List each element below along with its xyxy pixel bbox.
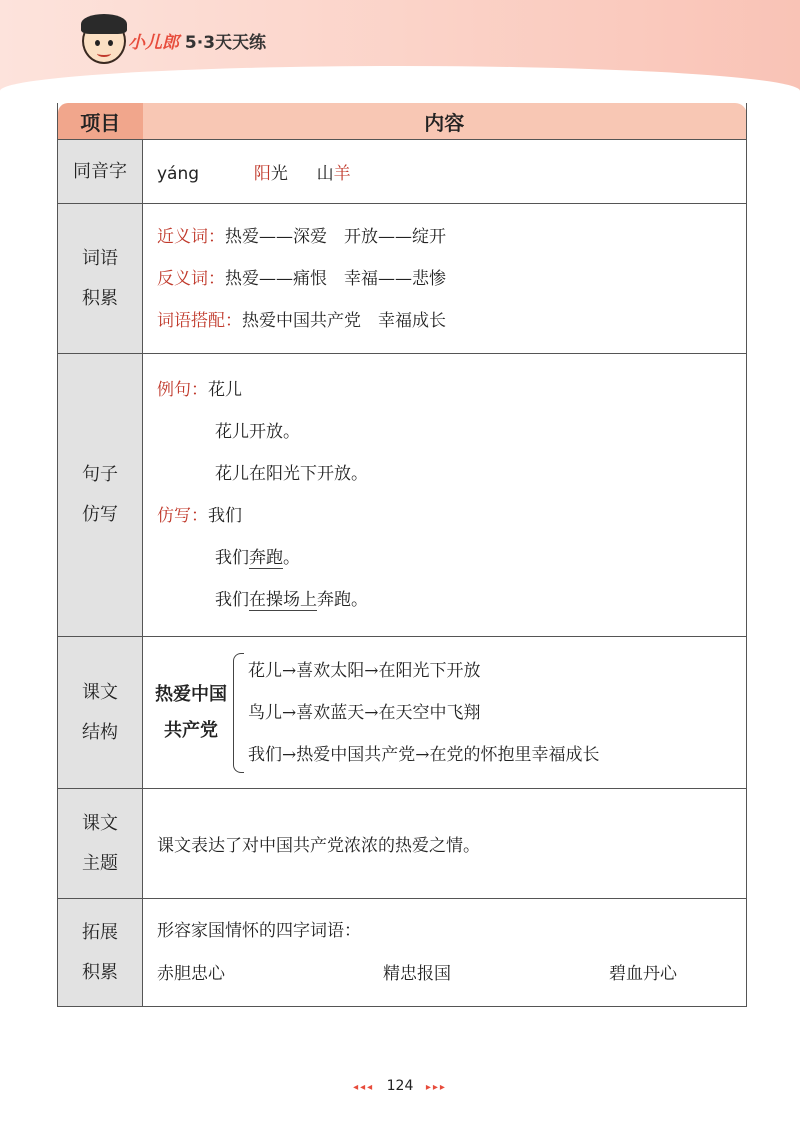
imitation-sentence-1: 仿写：我们 (157, 506, 242, 526)
homophone-word-2-start: 山 (316, 164, 334, 184)
header-content: 内容 (143, 103, 747, 140)
page-number-text: 124 (386, 1078, 414, 1094)
brand-title (128, 28, 266, 53)
table-header (58, 103, 747, 140)
row-label: 同音字 (58, 140, 143, 204)
left-arrows-icon: ◂◂◂ (353, 1082, 375, 1093)
imitation-sentence-3: 我们在操场上奔跑。 (215, 590, 368, 610)
structure-item: 花儿→喜欢太阳→在阳光下开放 (248, 660, 481, 681)
collocation-line: 词语搭配：热爱中国共产党 幸福成长 (157, 310, 446, 331)
table-row-sentence-imitation (58, 354, 747, 637)
theme-text: 课文表达了对中国共产党浓浓的热爱之情。 (143, 789, 747, 899)
imitation-sentence-2: 我们奔跑。 (215, 548, 300, 568)
structure-diagram (149, 650, 745, 776)
row-label: 句子 仿写 (58, 354, 143, 637)
table-row-extension (58, 899, 747, 1007)
structure-item: 我们→热爱中国共产党→在党的怀抱里幸福成长 (248, 744, 600, 765)
structure-key: 热爱中国 共产党 (155, 683, 227, 741)
idiom-item: 精忠报国 (383, 963, 451, 984)
row-label: 课文 主题 (58, 789, 143, 899)
row-label: 词语 积累 (58, 204, 143, 354)
page-number (0, 1078, 800, 1094)
table-row-homophones (58, 140, 747, 204)
header-item: 项目 (58, 103, 143, 140)
structure-item: 鸟儿→喜欢蓝天→在天空中飞翔 (248, 702, 481, 723)
brand-series: 5·3天天练 (184, 33, 267, 53)
table-row-text-structure (58, 637, 747, 789)
mascot-logo-icon (82, 18, 126, 64)
brand-name: 小儿郎 (128, 33, 179, 53)
example-sentence-2: 花儿开放。 (215, 422, 300, 442)
row-label: 拓展 积累 (58, 899, 143, 1007)
idiom-item: 碧血丹心 (609, 963, 677, 984)
homophone-word-1-rest: 光 (270, 164, 288, 184)
homophone-char-1: 阳 (253, 164, 271, 184)
example-sentence-1: 例句：花儿 (157, 380, 242, 400)
right-arrows-icon: ▸▸▸ (425, 1082, 447, 1093)
idiom-item: 赤胆忠心 (157, 963, 225, 984)
row-label: 课文 结构 (58, 637, 143, 789)
homophone-char-2: 羊 (333, 164, 351, 184)
extension-intro: 形容家国情怀的四字词语： (157, 920, 361, 941)
antonym-line: 反义词：热爱——痛恨 幸福——悲惨 (157, 268, 446, 289)
idiom-list (157, 952, 677, 996)
content-table (57, 103, 747, 1007)
example-sentence-3: 花儿在阳光下开放。 (215, 464, 368, 484)
brace-icon (233, 653, 244, 773)
table-row-theme (58, 789, 747, 899)
synonym-line: 近义词：热爱——深爱 开放——绽开 (157, 226, 446, 247)
pinyin-text: yáng (157, 164, 200, 184)
table-row-vocabulary (58, 204, 747, 354)
